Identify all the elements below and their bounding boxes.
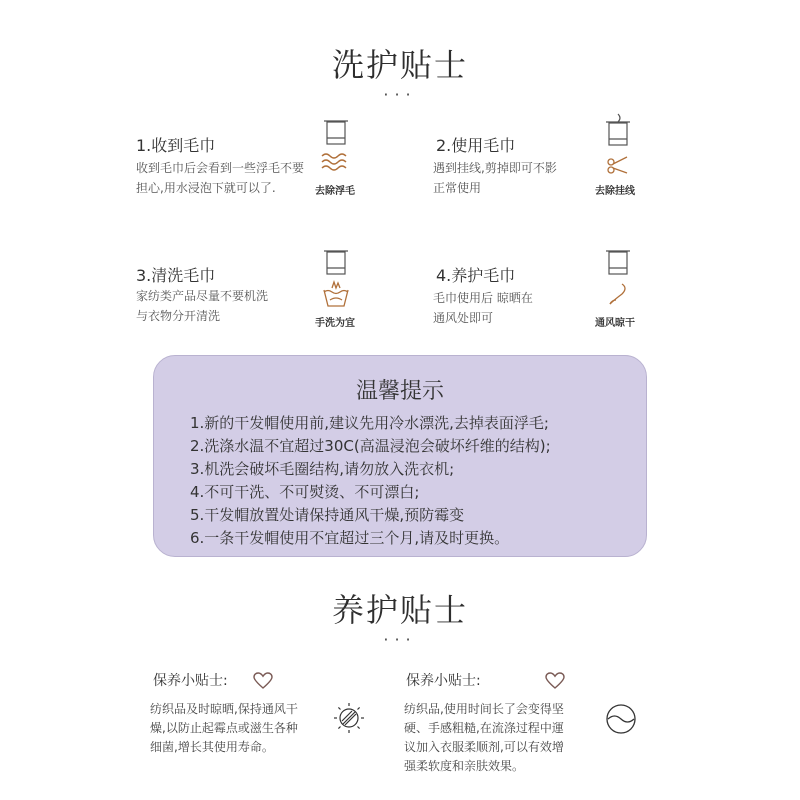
softness-icon: [604, 702, 638, 736]
step-3-desc: 家纺类产品尽量不要机洗 与衣物分开清洗: [136, 289, 269, 323]
notice-item: 3.机洗会破坏毛圈结构,请勿放入洗衣机;: [190, 460, 455, 478]
towel-handwash-icon: [318, 248, 354, 312]
notice-title: 温馨提示: [355, 379, 444, 404]
notice-list: [190, 412, 551, 550]
towel-waves-icon: [318, 118, 354, 176]
heart-icon: [253, 672, 273, 690]
step-2-title: 2.使用毛巾: [436, 136, 516, 155]
step-3-title: 3.清洗毛巾: [136, 266, 216, 285]
tip-1-title: 保养小贴士:: [153, 673, 228, 689]
step-4-title: 4.养护毛巾: [436, 266, 516, 285]
wash-title-dots: ···: [383, 85, 417, 104]
tip-2-title: 保养小贴士:: [406, 673, 481, 689]
step-4-desc: 毛巾使用后 晾晒在 通风处即可: [433, 291, 533, 325]
notice-item: 4.不可干洗、不可熨烫、不可漂白;: [190, 483, 420, 501]
step-2-caption: 去除挂线: [595, 186, 635, 197]
step-1-caption: 去除浮毛: [315, 186, 355, 197]
towel-scissors-icon: [600, 112, 636, 178]
towel-hang-icon: [600, 248, 636, 312]
tip-2-desc: 纺织品,使用时间长了会变得坚 硬、手感粗糙,在流涤过程中運 议加入衣服柔顺剂,可以有效增 强柔软度和亲肤效果。: [404, 702, 564, 773]
step-4-caption: 通风晾干: [595, 318, 635, 329]
step-2-desc: 遇到挂线,剪掉即可不影 正常使用: [433, 161, 557, 195]
notice-item: 1.新的干发帽使用前,建议先用冷水漂洗,去掉表面浮毛;: [190, 414, 549, 432]
step-3-caption: 手洗为宜: [315, 318, 355, 329]
wash-section-title: 洗护贴士: [331, 46, 468, 84]
care-section-title: 养护贴士: [331, 591, 468, 629]
step-1-desc: 收到毛巾后会看到一些浮毛不要 担心,用水浸泡下就可以了.: [136, 161, 305, 195]
notice-item: 2.洗涤水温不宜超过30C(高温浸泡会破坏纤维的结构);: [190, 437, 551, 455]
notice-box: [153, 355, 647, 557]
sun-icon: [332, 701, 366, 735]
notice-item: 6.一条干发帽使用不宜超过三个月,请及时更换。: [190, 529, 510, 547]
care-title-dots: ···: [383, 630, 417, 649]
step-1-title: 1.收到毛巾: [136, 136, 216, 155]
tip-1-desc: 纺织品及时晾晒,保持通风干 燥,以防止起霉点或滋生各种 细菌,增长其使用寿命。: [150, 702, 298, 754]
notice-item: 5.干发帽放置处请保持通风干燥,预防霉变: [190, 506, 465, 524]
heart-icon: [545, 672, 565, 690]
